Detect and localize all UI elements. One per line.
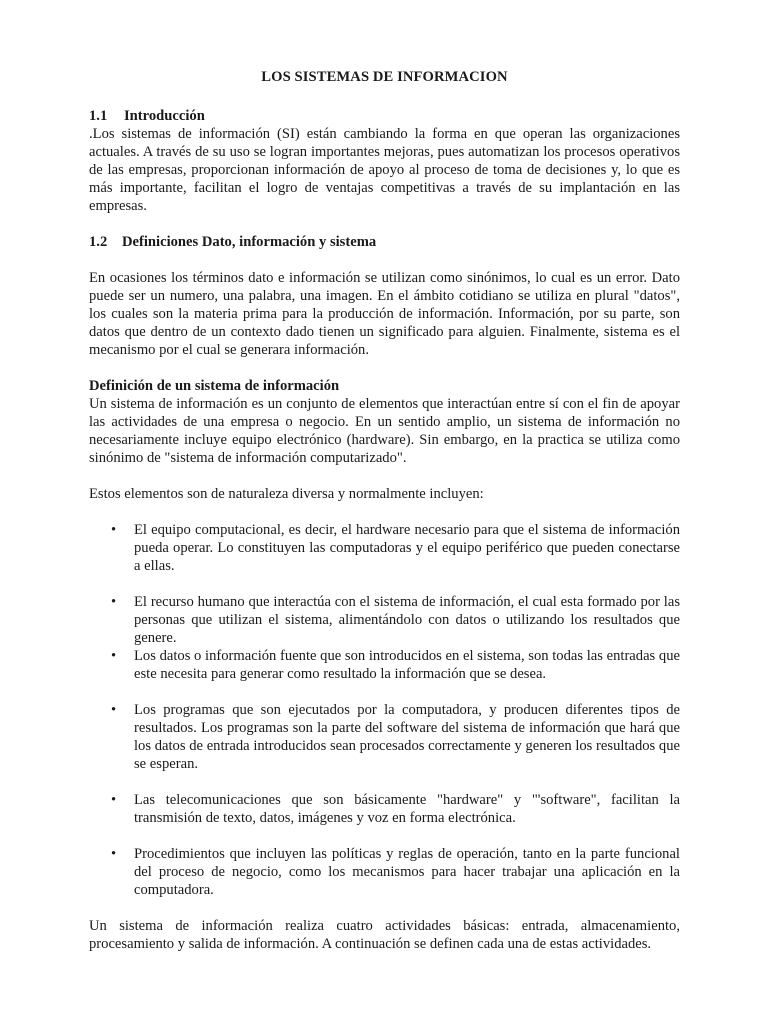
list-item xyxy=(89,521,680,575)
elements-list xyxy=(89,521,680,899)
list-item xyxy=(89,791,680,827)
document-page xyxy=(89,68,680,953)
section-1-number: 1.1 xyxy=(89,108,108,124)
section-2-paragraph: En ocasiones los términos dato e información se utilizan como sinónimos, lo cual es un error. Dato puede ser un numero, una palabra, una imagen. En el ámbito cotidiano se utiliza en plural "datos", los cuales son la materia prima para la producción de información. Información, por su parte, son datos que dentro de un contexto dado tienen un significado para alguien. Finalmente, sistema es el mecanismo por el cual se generara información. xyxy=(89,270,680,358)
closing-paragraph: Un sistema de información realiza cuatro actividades básicas: entrada, almacenamiento, procesamiento y salida de información. A continuación se definen cada una de estas actividades. xyxy=(89,918,680,952)
section-1-paragraph: .Los sistemas de información (SI) están cambiando la forma en que operan las organizaciones actuales. A través de su uso se logran importantes mejoras, pues automatizan los procesos operativos de las empresas, proporcionan información de apoyo al proceso de toma de decisiones y, lo que es más importante, facilitan el logro de ventajas competitivas a través de su implantación en las empresas. xyxy=(89,126,680,214)
list-item xyxy=(89,845,680,899)
section-2-heading xyxy=(89,233,680,251)
bullet-icon: • xyxy=(111,792,117,808)
bullet-icon: • xyxy=(111,846,117,862)
section-2-number: 1.2 xyxy=(89,234,108,250)
list-item-text: Procedimientos que incluyen las políticas y reglas de operación, tanto en la parte funcional del proceso de negocio, como los mecanismos para hacer trabajar una aplicación en la computadora. xyxy=(134,846,680,898)
definition-heading: Definición de un sistema de información xyxy=(89,378,340,394)
section-1-title: Introducción xyxy=(124,108,205,124)
bullet-icon: • xyxy=(111,522,117,538)
section-1-heading xyxy=(89,107,680,125)
list-item-text: El equipo computacional, es decir, el hardware necesario para que el sistema de información pueda operar. Lo constituyen las computadoras y el equipo periférico que pueden conectarse a ellas. xyxy=(134,522,680,574)
section-2-title: Definiciones Dato, información y sistema xyxy=(122,234,377,250)
definition-paragraph: Un sistema de información es un conjunto de elementos que interactúan entre sí con el fin de apoyar las actividades de una empresa o negocio. En un sentido amplio, un sistema de información no necesariamente incluye equipo electrónico (hardware). Sin embargo, en la practica se utiliza como sinónimo de "sistema de información computarizado". xyxy=(89,396,680,466)
list-item-text: El recurso humano que interactúa con el sistema de información, el cual esta formado por las personas que utilizan el sistema, alimentándolo con datos o utilizando los resultados que genere. xyxy=(134,594,680,646)
bullet-icon: • xyxy=(111,702,117,718)
list-item xyxy=(89,593,680,647)
bullet-icon: • xyxy=(111,648,117,664)
list-item xyxy=(89,647,680,683)
list-item-text: Las telecomunicaciones que son básicamente "hardware" y "'software", facilitan la transmisión de texto, datos, imágenes y voz en forma electrónica. xyxy=(134,792,680,826)
bullet-icon: • xyxy=(111,594,117,610)
list-item xyxy=(89,701,680,773)
list-item-text: Los programas que son ejecutados por la computadora, y producen diferentes tipos de resultados. Los programas son la parte del software del sistema de información que hará que los datos de entrada introducidos sean procesados correctamente y generen los resultados que se esperan. xyxy=(134,702,680,772)
elements-intro: Estos elementos son de naturaleza diversa y normalmente incluyen: xyxy=(89,486,484,502)
document-title: LOS SISTEMAS DE INFORMACION xyxy=(261,69,508,85)
list-item-text: Los datos o información fuente que son introducidos en el sistema, son todas las entradas que este necesita para generar como resultado la información que se desea. xyxy=(134,648,680,682)
